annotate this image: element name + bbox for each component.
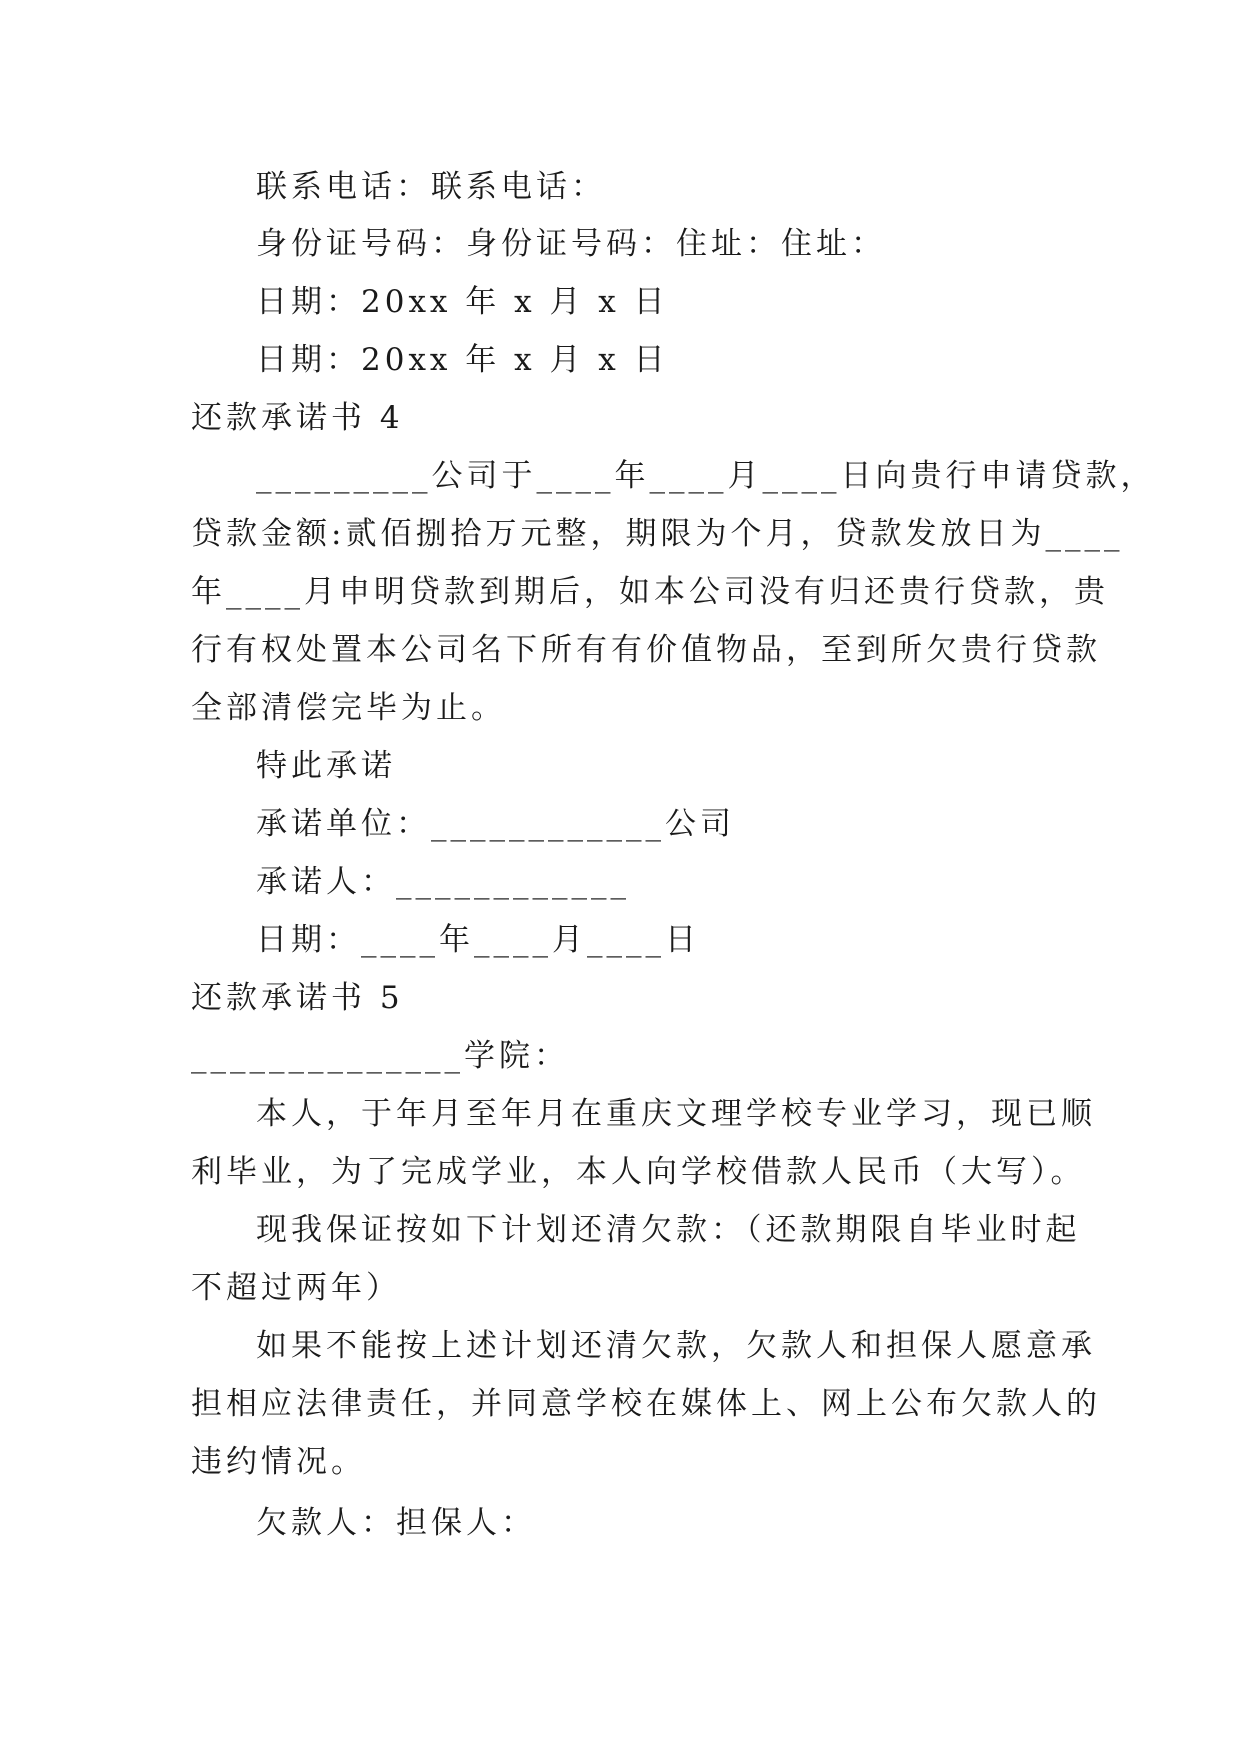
date-line: 日期：20xx 年 x 月 x 日 — [256, 284, 669, 320]
paragraph-line: 现我保证按如下计划还清欠款：（还款期限自毕业时起 — [256, 1212, 1081, 1248]
contact-phone-line: 联系电话：联系电话： — [256, 169, 606, 205]
paragraph-line: 本人，于年月至年月在重庆文理学校专业学习，现已顺 — [256, 1096, 1096, 1132]
paragraph-line: 利毕业，为了完成学业，本人向学校借款人民币（大写）。 — [191, 1154, 1086, 1190]
paragraph-line: _________公司于____年____月____日向贵行申请贷款， — [256, 458, 1156, 494]
paragraph-line: 如果不能按上述计划还清欠款，欠款人和担保人愿意承 — [256, 1328, 1096, 1364]
section-title-5: 还款承诺书 5 — [191, 980, 404, 1016]
signatories-line: 欠款人：担保人： — [256, 1505, 536, 1541]
paragraph-line: 不超过两年） — [191, 1270, 401, 1306]
paragraph-line: 贷款金额:贰佰捌拾万元整，期限为个月，贷款发放日为____ — [191, 516, 1124, 552]
addressee-line: ______________学院： — [191, 1038, 569, 1074]
id-address-line: 身份证号码：身份证号码：住址：住址： — [256, 226, 886, 262]
closing-line: 特此承诺 — [256, 748, 396, 784]
section-title-4: 还款承诺书 4 — [191, 400, 404, 436]
signatory-person-line: 承诺人：____________ — [256, 864, 630, 900]
paragraph-line: 行有权处置本公司名下所有有价值物品，至到所欠贵行贷款 — [191, 632, 1101, 668]
paragraph-line: 年____月申明贷款到期后，如本公司没有归还贵行贷款，贵 — [191, 574, 1109, 610]
paragraph-line: 全部清偿完毕为止。 — [191, 690, 506, 726]
date-line: 日期：____年____月____日 — [256, 922, 700, 958]
date-line: 日期：20xx 年 x 月 x 日 — [256, 342, 669, 378]
paragraph-line: 违约情况。 — [191, 1444, 366, 1480]
paragraph-line: 担相应法律责任，并同意学校在媒体上、网上公布欠款人的 — [191, 1386, 1101, 1422]
signatory-unit-line: 承诺单位：____________公司 — [256, 806, 735, 842]
